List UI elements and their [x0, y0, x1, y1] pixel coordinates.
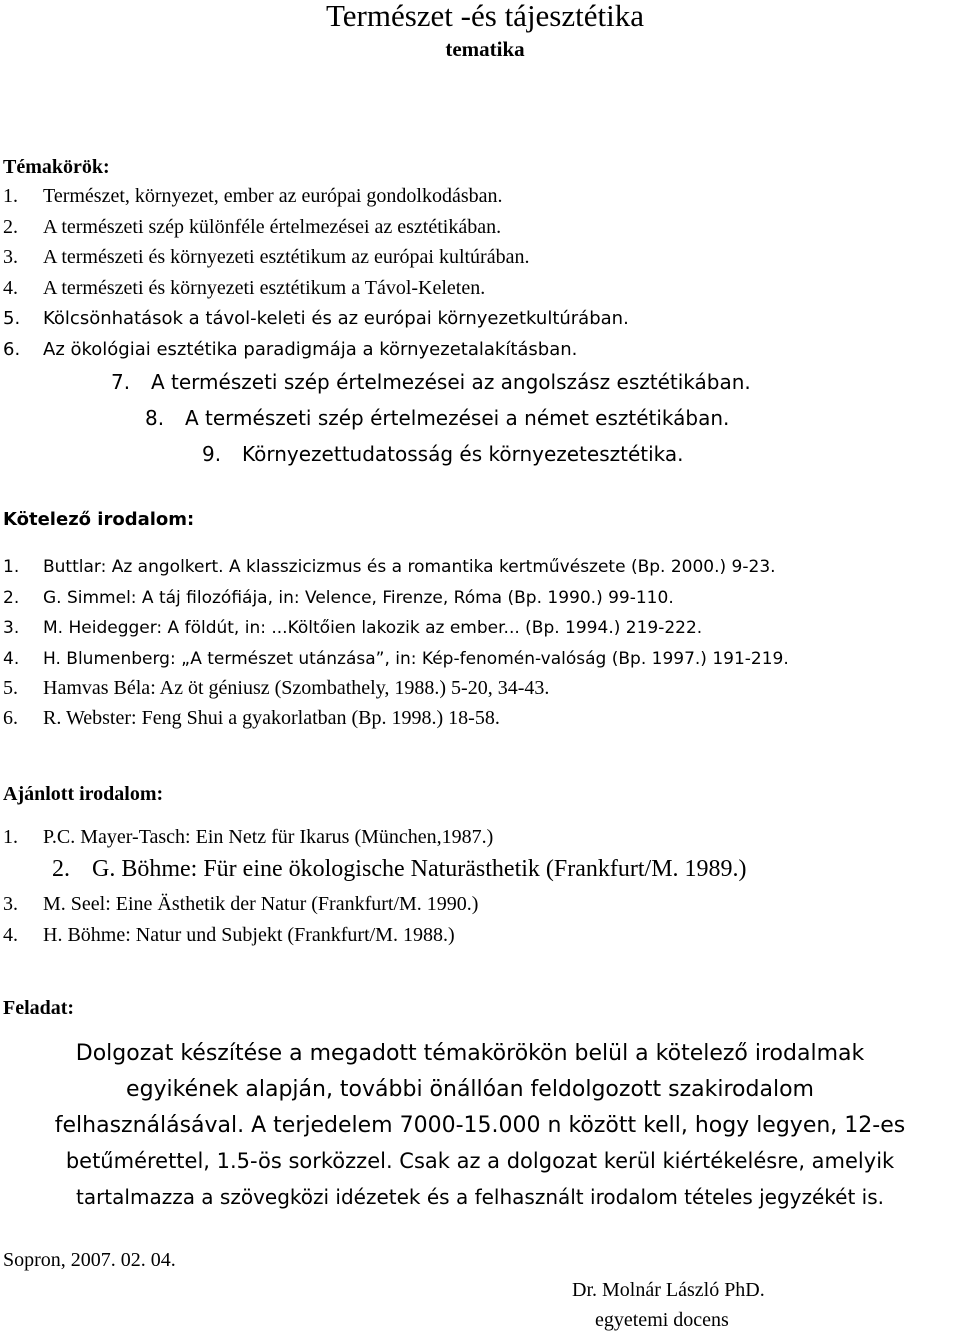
item-text: Buttlar: Az angolkert. A klasszicizmus és a romantika kertművészete (Bp. 2000.) 9-23.	[43, 557, 776, 577]
item-text: G. Simmel: A táj filozófiája, in: Velence, Firenze, Róma (Bp. 1990.) 99-110.	[43, 588, 674, 608]
list-item	[3, 893, 478, 916]
item-number: 6.	[3, 339, 21, 360]
list-item	[3, 826, 493, 849]
list-item	[52, 856, 747, 883]
page-title: Természet -és tájesztétika	[326, 0, 644, 33]
author-name: Dr. Molnár László PhD.	[572, 1279, 765, 1301]
list-item	[3, 924, 455, 947]
item-text: A természeti szép különféle értelmezései az esztétikában.	[43, 216, 502, 238]
item-number: 3.	[3, 893, 18, 915]
list-item	[3, 277, 485, 300]
item-number: 4.	[3, 649, 20, 669]
item-number: 2.	[3, 588, 20, 608]
item-number: 7.	[111, 370, 131, 394]
item-number: 1.	[3, 826, 18, 848]
list-item	[111, 370, 751, 394]
item-text: M. Seel: Eine Ästhetik der Natur (Frankfurt/M. 1990.)	[43, 893, 479, 915]
item-text: A természeti szép értelmezései a német esztétikában.	[185, 406, 730, 430]
item-number: 6.	[3, 707, 18, 729]
list-item	[3, 588, 674, 608]
item-number: 5.	[3, 308, 21, 329]
item-number: 2.	[3, 216, 18, 238]
required-heading: Kötelező irodalom:	[3, 509, 195, 530]
task-line: tartalmazza a szövegközi idézetek és a felhasznált irodalom tételes jegyzékét is.	[75, 1185, 885, 1209]
item-number: 3.	[3, 618, 20, 638]
list-item	[3, 649, 789, 669]
item-number: 1.	[3, 185, 18, 207]
list-item	[3, 618, 702, 638]
item-number: 4.	[3, 277, 18, 299]
item-text: M. Heidegger: A földút, in: ...Költőien lakozik az ember... (Bp. 1994.) 219-222.	[43, 618, 703, 638]
item-text: Kölcsönhatások a távol-keleti és az európai környezetkultúrában.	[43, 308, 629, 329]
item-text: A természeti és környezeti esztétikum az európai kultúrában.	[43, 246, 530, 268]
item-text: Természet, környezet, ember az európai gondolkodásban.	[43, 185, 503, 207]
list-item	[3, 185, 503, 208]
author-position: egyetemi docens	[595, 1309, 729, 1331]
place-date: Sopron, 2007. 02. 04.	[3, 1249, 176, 1271]
item-text: P.C. Mayer-Tasch: Ein Netz für Ikarus (München,1987.)	[43, 826, 494, 848]
item-number: 4.	[3, 924, 18, 946]
list-item	[3, 707, 500, 730]
task-heading: Feladat:	[3, 997, 75, 1019]
item-text: H. Blumenberg: „A természet utánzása”, in: Kép-fenomén-valóság (Bp. 1997.) 191-219.	[43, 649, 789, 669]
list-item	[3, 557, 776, 577]
task-line: betűmérettel, 1.5-ös sorközzel. Csak az a dolgozat kerül kiértékelésre, amelyik	[65, 1149, 895, 1173]
item-text: R. Webster: Feng Shui a gyakorlatban (Bp. 1998.) 18-58.	[43, 707, 500, 729]
item-number: 2.	[52, 856, 70, 882]
list-item	[145, 406, 729, 430]
topics-heading: Témakörök:	[3, 156, 110, 178]
item-number: 3.	[3, 246, 18, 268]
task-line: Dolgozat készítése a megadott témakörökön belül a kötelező irodalmak	[75, 1041, 865, 1066]
item-number: 8.	[145, 406, 165, 430]
item-number: 1.	[3, 557, 20, 577]
list-item	[3, 339, 577, 360]
list-item	[3, 677, 549, 700]
list-item	[3, 216, 501, 239]
item-number: 5.	[3, 677, 18, 699]
task-line: felhasználásával. A terjedelem 7000-15.000 n között kell, hogy legyen, 12-es	[54, 1113, 906, 1138]
item-text: Az ökológiai esztétika paradigmája a környezetalakításban.	[43, 339, 578, 360]
item-text: H. Böhme: Natur und Subjekt (Frankfurt/M. 1988.)	[43, 924, 455, 946]
list-item	[202, 442, 684, 466]
page-subtitle: tematika	[445, 37, 525, 61]
item-text: Környezettudatosság és környezetesztétika.	[242, 442, 684, 466]
item-text: Hamvas Béla: Az öt géniusz (Szombathely, 1988.) 5-20, 34-43.	[43, 677, 550, 699]
list-item	[3, 308, 629, 329]
item-number: 9.	[202, 442, 222, 466]
task-line: egyikének alapján, további önállóan feldolgozott szakirodalom	[126, 1077, 814, 1102]
item-text: G. Böhme: Für eine ökologische Naturästhetik (Frankfurt/M. 1989.)	[92, 856, 747, 882]
item-text: A természeti és környezeti esztétikum a Távol-Keleten.	[43, 277, 486, 299]
recommended-heading: Ajánlott irodalom:	[3, 783, 164, 805]
item-text: A természeti szép értelmezései az angolszász esztétikában.	[151, 370, 751, 394]
list-item	[3, 246, 529, 269]
